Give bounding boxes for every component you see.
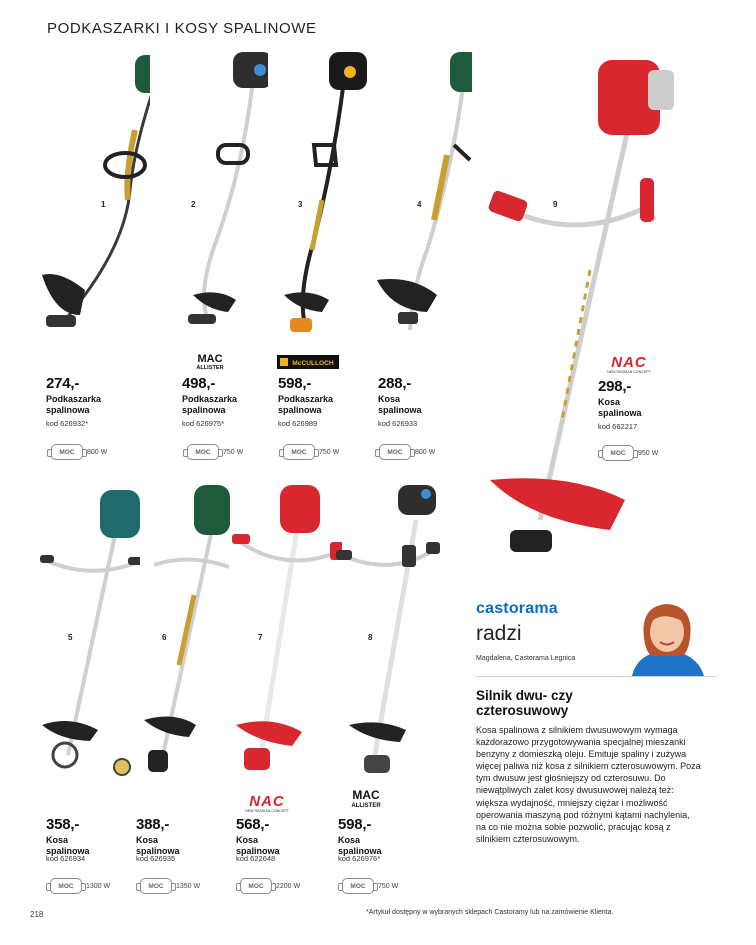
product-3[interactable] xyxy=(274,50,370,460)
advice-title: radzi xyxy=(476,622,522,645)
product-code: kod 662217 xyxy=(598,422,638,431)
price: 358,- xyxy=(46,816,80,833)
power-value: 1350 W xyxy=(176,882,201,890)
trimmer-1-image xyxy=(40,50,150,340)
power-indicator xyxy=(51,444,107,460)
price: 298,- xyxy=(598,378,632,395)
trimmer-2-image xyxy=(178,50,268,340)
product-code: kod 626934 xyxy=(46,854,86,863)
product-2[interactable] xyxy=(178,50,268,460)
product-name: Kosa spalinowa xyxy=(598,397,642,418)
power-value: 800 W xyxy=(87,448,108,456)
power-indicator xyxy=(140,878,200,894)
engine-icon: MOC xyxy=(51,444,83,460)
power-value: 2200 W xyxy=(276,882,301,890)
svg-text:NAC: NAC xyxy=(611,354,647,371)
product-number: 6 xyxy=(162,633,167,642)
product-number: 5 xyxy=(68,633,73,642)
power-indicator xyxy=(283,444,339,460)
brushcutter-6-image xyxy=(134,485,234,790)
nac-logo xyxy=(236,793,298,813)
product-1[interactable] xyxy=(40,50,150,460)
engine-icon: MOC xyxy=(379,444,411,460)
svg-text:MAC: MAC xyxy=(352,788,380,802)
advice-body: Kosa spalinowa z silnikiem dwusuwowym wymaga każdorazowo przygotowywania specjalnej mieszanki benzyny z domieszką oleju. Emituje spaliny i zużywa więcej paliwa niż kosa z silnikiem czterosuwowym. Poza tym dwusuw jest głośniejszy od czterosuwu. Do niewątpliwych zalet kosy dwusuwowej należą też: większa wydajność, mniejszy ciężar i możliwość operowania maszyną pod różnymi kątami nachylenia, na co nie można sobie pozwolić, pracując kosą z silnikiem czterosuwowym. xyxy=(476,725,701,844)
svg-text:ALLISTER: ALLISTER xyxy=(351,803,381,808)
svg-text:NEW RASSIAN CONCEPT: NEW RASSIAN CONCEPT xyxy=(245,809,289,813)
advice-heading: Silnik dwu- czy czterosuwowy xyxy=(476,688,573,718)
advice-divider xyxy=(476,676,716,677)
svg-text:MAC: MAC xyxy=(197,353,223,365)
brushcutter-8-image xyxy=(334,480,444,790)
engine-icon: MOC xyxy=(140,878,172,894)
product-name: Kosa spalinowa xyxy=(136,835,180,856)
power-value: 800 W xyxy=(415,448,436,456)
svg-text:ALLISTER: ALLISTER xyxy=(196,365,224,370)
product-code: kod 626932* xyxy=(46,419,89,428)
trimmer-4-image xyxy=(372,50,472,340)
page-number: 218 xyxy=(30,910,44,919)
trimmer-3-image xyxy=(274,50,370,340)
brushcutter-9-image xyxy=(480,40,730,580)
power-value: 950 W xyxy=(638,449,659,457)
price: 598,- xyxy=(338,816,372,833)
product-5[interactable] xyxy=(40,485,140,900)
power-indicator xyxy=(50,878,110,894)
advisor-avatar xyxy=(622,598,712,676)
product-name: Kosa spalinowa xyxy=(236,835,280,856)
product-number: 1 xyxy=(101,200,106,209)
power-indicator xyxy=(602,445,658,461)
power-value: 1300 W xyxy=(86,882,111,890)
mac-allister-logo xyxy=(184,352,236,370)
brushcutter-7-image xyxy=(232,480,342,790)
product-number: 4 xyxy=(417,200,422,209)
power-value: 750 W xyxy=(378,882,399,890)
price: 388,- xyxy=(136,816,170,833)
product-code: kod 626989 xyxy=(278,419,318,428)
price: 288,- xyxy=(378,375,412,392)
product-code: kod 626976* xyxy=(338,854,381,863)
engine-icon: MOC xyxy=(602,445,634,461)
product-8[interactable] xyxy=(334,480,444,900)
power-indicator xyxy=(187,444,243,460)
product-7[interactable] xyxy=(232,480,342,900)
product-name: Podkaszarka spalinowa xyxy=(46,394,102,415)
price: 274,- xyxy=(46,375,80,392)
page-title: PODKASZARKI I KOSY SPALINOWE xyxy=(47,20,317,37)
product-number: 7 xyxy=(258,633,263,642)
product-code: kod 626935 xyxy=(136,854,176,863)
price: 568,- xyxy=(236,816,270,833)
product-number: 3 xyxy=(298,200,303,209)
engine-icon: MOC xyxy=(342,878,374,894)
power-indicator xyxy=(379,444,435,460)
power-indicator xyxy=(240,878,300,894)
product-number: 8 xyxy=(368,633,373,642)
engine-icon: MOC xyxy=(50,878,82,894)
product-name: Kosa spalinowa xyxy=(46,835,90,856)
svg-text:NAC: NAC xyxy=(249,793,285,810)
product-code: kod 622648 xyxy=(236,854,276,863)
engine-icon: MOC xyxy=(240,878,272,894)
product-6[interactable] xyxy=(134,485,234,900)
engine-icon: MOC xyxy=(187,444,219,460)
product-4[interactable] xyxy=(372,50,472,460)
mcculloch-logo xyxy=(277,355,339,369)
footnote: *Artykuł dostępny w wybranych sklepach Castoramy lub na zamówienie Klienta. xyxy=(366,909,614,916)
mac-allister-logo xyxy=(338,788,394,808)
engine-icon: MOC xyxy=(283,444,315,460)
product-name: Kosa spalinowa xyxy=(338,835,382,856)
product-name: Kosa spalinowa xyxy=(378,394,422,415)
product-number: 9 xyxy=(553,200,558,209)
product-code: kod 626933 xyxy=(378,419,418,428)
power-value: 750 W xyxy=(319,448,340,456)
svg-text:NEW RASSIAN CONCEPT: NEW RASSIAN CONCEPT xyxy=(607,370,651,374)
power-value: 750 W xyxy=(223,448,244,456)
advice-person: Magdalena, Castorama Legnica xyxy=(476,655,576,662)
product-name: Podkaszarka spalinowa xyxy=(278,394,334,415)
product-name: Podkaszarka spalinowa xyxy=(182,394,238,415)
product-code: kod 626975* xyxy=(182,419,225,428)
power-indicator xyxy=(342,878,398,894)
product-9[interactable] xyxy=(480,40,730,580)
product-number: 2 xyxy=(191,200,196,209)
advice-brand: castorama xyxy=(476,600,558,617)
brushcutter-5-image xyxy=(40,485,140,790)
price: 498,- xyxy=(182,375,216,392)
nac-logo xyxy=(598,354,660,374)
price: 598,- xyxy=(278,375,312,392)
svg-text:McCULLOCH: McCULLOCH xyxy=(292,360,334,367)
